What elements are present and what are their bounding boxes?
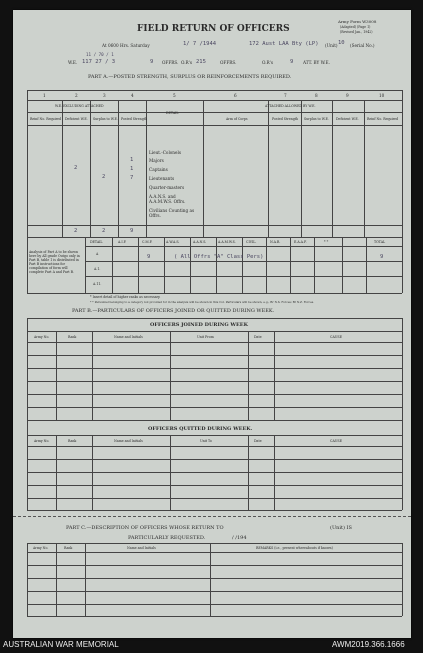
at-label: At 0600 Hrs. Saturday [102, 43, 150, 48]
analysis-row-label: A [96, 252, 99, 256]
joined-header: Unit From [197, 335, 214, 339]
ors2-label: O.R's [262, 60, 273, 65]
analysis-total: 9 [380, 254, 384, 260]
part-a-title: PART A.—POSTED STRENGTH, SURPLUS OR REINFORCEMENTS REQUIRED. [88, 74, 292, 80]
att-value: 9 [290, 59, 294, 65]
joined-header: Rank [68, 335, 77, 339]
detail-item: Lieut.-Colonels [149, 150, 181, 155]
we-value: 11 / 70 / 1 [86, 52, 114, 57]
analysis-header: N.A.R. [270, 240, 281, 244]
col-number: 6 [234, 93, 237, 98]
col-header: DETAIL [166, 111, 179, 115]
col-number: 5 [173, 93, 176, 98]
joined-header: Name and Initials [114, 335, 143, 339]
group-right-header: ATTACHED ALLOWED BY W.E. [265, 104, 316, 108]
analysis-header: CIVIL. [246, 240, 257, 244]
we-value-2: 117 27 / 3 [82, 59, 116, 65]
col3-value: 2 [102, 174, 106, 180]
analysis-aif: 9 [147, 254, 151, 260]
col-number: 4 [131, 93, 134, 98]
joined-header: Army No. [34, 335, 50, 339]
col-number: 9 [346, 93, 349, 98]
col-header: Reinf No. Required [30, 117, 62, 121]
footer-accession: AWM2019.366.1666 [332, 640, 405, 649]
serial-number: 10 [338, 40, 345, 46]
detail-item: Majors [149, 158, 164, 163]
part-c-line2: PARTICULARLY REQUESTED. [128, 535, 206, 541]
quitted-header: Army No. [34, 439, 50, 443]
col-number: 8 [315, 93, 318, 98]
col-header: Reinf No. Required [367, 117, 399, 121]
return-date: 1/ 7 /1944 [183, 41, 217, 47]
footer-credit: AUSTRALIAN WAR MEMORIAL [3, 640, 119, 649]
col-header: Posted Strength [272, 117, 299, 121]
part-c-header: REMARKS (i.e., present whereabouts if known) [256, 546, 333, 550]
col4-value: 1 [130, 166, 134, 172]
part-b-title: PART B.—PARTICULARS OF OFFICERS JOINED OR QUITTED DURING WEEK. [72, 308, 275, 314]
detail-item: Lieutenants [149, 176, 175, 181]
col4-value: 1 [130, 157, 134, 163]
part-c-unit-label: (Unit) IS [330, 525, 352, 531]
col-number: 2 [75, 93, 78, 98]
form-id-3: (Revised Jan., 1942) [340, 30, 373, 34]
part-c-title: PART C.—DESCRIPTION OF OFFICERS WHOSE RETURN TO [66, 525, 224, 531]
quitted-title: OFFICERS QUITTED DURING WEEK. [148, 426, 253, 432]
joined-header: CAUSE [330, 335, 342, 339]
analysis-row-label: A.1. [94, 267, 101, 271]
col-header: Deficient W.E. [336, 117, 359, 121]
analysis-header: TOTAL [374, 240, 386, 244]
col-header: Surplus to W.E. [93, 117, 118, 121]
quitted-header: Name and Initials [114, 439, 143, 443]
unit-name: 172 Aust LAA Bty (LP) [249, 41, 319, 47]
footnote: * Insert detail of higher ranks as necessary. [90, 295, 161, 299]
analysis-header: * * [324, 240, 329, 244]
col-number: 7 [284, 93, 287, 98]
offrs2-label: OFFRS. [220, 60, 237, 65]
att-label: ATT. BY W.E. [303, 60, 330, 65]
detail-item: A.A.N.S. and A.A.M.W.S. Offrs. [149, 194, 186, 204]
ors-label: O.R's [181, 60, 192, 65]
footnote: * * Personnel belonging to a category not provided for in the analysis will be shown in this Col. Particulars will be shown, e.g., Br N.S. Forces; Br N.Z. Forces. [90, 300, 315, 304]
col-number: 3 [103, 93, 106, 98]
form-id-1: Army Form W3008 [338, 19, 377, 24]
analysis-header: E.A.A.F. [294, 240, 307, 244]
col-header: Posted Strength [121, 117, 148, 121]
detail-item: Civilians Counting as Offrs. [149, 208, 195, 218]
col-header: Deficient W.E. [65, 117, 88, 121]
analysis-header: C.M.F. [142, 240, 153, 244]
analysis-note: Analysis of Part A to be shown here by All grade Outgo only in Part B, table 1 is distributed in Part B instructions for compilation of form will complete Part A and Part B. [29, 250, 80, 274]
col-header: Arm of Corps [226, 117, 248, 121]
ors-value: 215 [196, 59, 206, 65]
analysis-header: A.W.A.S. [166, 240, 180, 244]
serial-label: (Serial No.) [350, 43, 375, 48]
quitted-header: Unit To [200, 439, 212, 443]
analysis-header: A.A.M.W.S. [218, 240, 236, 244]
col2-value: 2 [74, 165, 78, 171]
form-id-2: (Adapted) (Page 1) [340, 25, 371, 29]
offrs-value: 9 [150, 59, 154, 65]
total-value: 9 [130, 228, 134, 234]
quitted-header: Rank [68, 439, 77, 443]
col-header: Surplus to W.E. [304, 117, 329, 121]
analysis-hand-note: ( All Offrs "A" Class Pers) [174, 254, 264, 260]
part-c-header: Rank [64, 546, 73, 550]
joined-header: Date [254, 335, 262, 339]
analysis-header: A.A.N.S. [193, 240, 207, 244]
analysis-row-label: A.11. [93, 282, 102, 286]
col-number: 10 [379, 93, 385, 98]
col-number: 1 [43, 93, 46, 98]
quitted-header: CAUSE [330, 439, 342, 443]
we-label: W.E. [68, 60, 78, 65]
joined-title: OFFICERS JOINED DURING WEEK [150, 322, 248, 328]
total-value: 2 [74, 228, 78, 234]
total-value: 2 [102, 228, 106, 234]
analysis-header: A.I.F. [118, 240, 127, 244]
detail-item: Captains [149, 167, 168, 172]
analysis-header: DETAIL [90, 240, 103, 244]
form-title: FIELD RETURN OF OFFICERS [137, 24, 290, 34]
part-c-date: / /194 [232, 535, 247, 541]
col4-value: 7 [130, 175, 134, 181]
part-c-header: Army No. [33, 546, 49, 550]
unit-label: (Unit) [325, 43, 338, 48]
detail-item: Quarter-masters [149, 185, 185, 190]
group-left-header: W.E. EXCLUDING ATTACHED [55, 104, 104, 108]
quitted-header: Date [254, 439, 262, 443]
offrs-label: OFFRS. [162, 60, 179, 65]
part-c-header: Name and Initials [127, 546, 156, 550]
